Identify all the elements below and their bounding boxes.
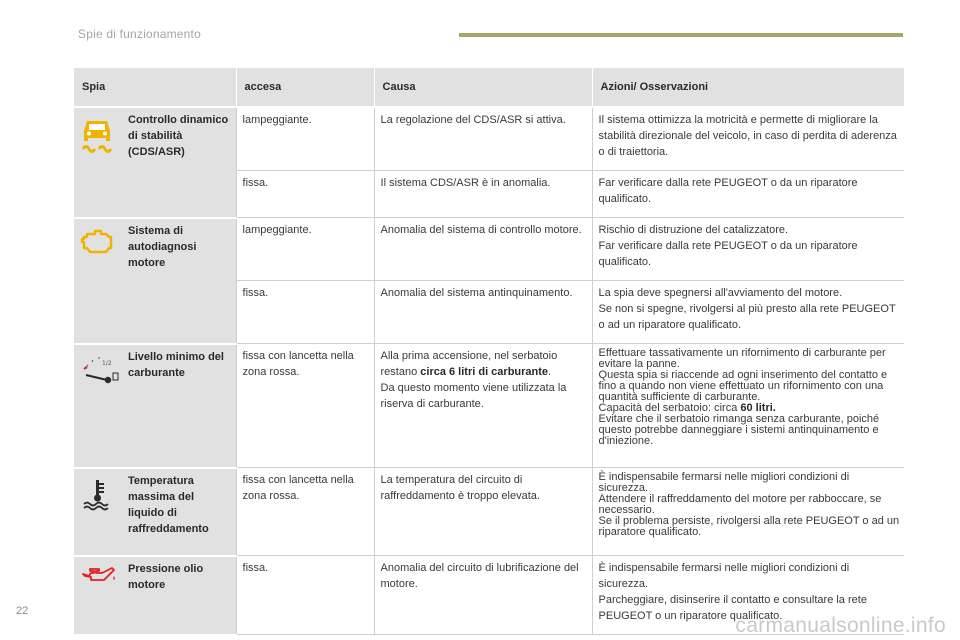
- azioni-line: La spia deve spegnersi all'avviamento del motore.: [598, 287, 843, 299]
- watermark: carmanualsonline.info: [735, 614, 946, 637]
- accesa-cell: fissa con lancetta nella zona rossa.: [236, 468, 374, 556]
- causa-cell: La temperatura del circuito di raffreddamento è troppo elevata.: [374, 468, 592, 556]
- causa-line: [381, 348, 588, 380]
- causa-cell: La regolazione del CDS/ASR si attiva.: [374, 107, 592, 171]
- azioni-line: Rischio di distruzione del catalizzatore.: [598, 224, 789, 236]
- azioni-line: Attendere il raffreddamento del motore per rabboccare, se necessario.: [598, 493, 882, 516]
- lamp-name: Pressione olio motore: [122, 556, 236, 635]
- table-header-row: [74, 68, 904, 107]
- lamp-name: Temperatura massima del liquido di raffreddamento: [122, 468, 236, 556]
- azioni-line: Effettuare tassativamente un rifornimento di carburante per evitare la panne.: [598, 347, 886, 370]
- azioni-line: Far verificare dalla rete PEUGEOT o da un riparatore qualificato.: [598, 240, 858, 268]
- azioni-cell: [592, 281, 904, 344]
- azioni-line: Questa spia si riaccende ad ogni inserimento del contatto e fino a quando non viene effettuato un rifornimento con una quantità sufficiente di carburante.: [598, 369, 888, 403]
- header-rule: [459, 33, 903, 37]
- azioni-cell: [592, 171, 904, 218]
- lamp-icon-cell: [74, 344, 122, 468]
- azioni-line: Se il problema persiste, rivolgersi alla rete PEUGEOT o ad un riparatore qualificato.: [598, 515, 900, 538]
- accesa-cell: lampeggiante.: [236, 218, 374, 281]
- svg-text:1/2: 1/2: [102, 359, 112, 367]
- lamp-name: Sistema di autodiagnosi motore: [122, 218, 236, 344]
- lamp-name: Livello minimo del carburante: [122, 344, 236, 468]
- causa-text: Alla prima accensione, nel serbatoio restano: [380, 350, 558, 378]
- azioni-text: Capacità del serbatoio: circa: [598, 402, 741, 414]
- lamp-icon-cell: [74, 556, 122, 635]
- column-header-causa: Causa: [374, 68, 592, 107]
- causa-cell: [374, 344, 592, 468]
- table-row: [74, 107, 904, 171]
- lamp-icon-cell: [74, 107, 122, 218]
- azioni-line: Se non si spegne, rivolgersi al più presto alla rete PEUGEOT o ad un riparatore qualificato.: [598, 303, 896, 331]
- azioni-line: Evitare che il serbatoio rimanga senza carburante, poiché questo potrebbe danneggiare i sistemi antinquinamento e d'iniezione.: [598, 413, 880, 447]
- running-header: Spie di funzionamento: [78, 27, 201, 41]
- accesa-cell: lampeggiante.: [236, 107, 374, 171]
- lamp-name: Controllo dinamico di stabilità (CDS/ASR): [122, 107, 236, 218]
- causa-cell: Anomalia del sistema di controllo motore.: [374, 218, 592, 281]
- causa-cell: Anomalia del circuito di lubrificazione del motore.: [374, 556, 592, 635]
- accesa-cell: fissa con lancetta nella zona rossa.: [236, 344, 374, 468]
- column-header-spia: Spia: [74, 68, 236, 107]
- table-row: [74, 218, 904, 281]
- causa-line: Da questo momento viene utilizzata la riserva di carburante.: [380, 382, 567, 410]
- tank-capacity-value: 60 litri.: [740, 402, 776, 414]
- causa-text: .: [548, 366, 552, 378]
- accesa-cell: fissa.: [236, 556, 374, 635]
- lamp-icon-cell: [74, 468, 122, 556]
- azioni-line: È indispensabile fermarsi nelle migliori condizioni di sicurezza.: [598, 562, 850, 590]
- azioni-cell: [592, 107, 904, 171]
- column-header-accesa: accesa: [236, 68, 374, 107]
- page-number: 22: [16, 605, 29, 617]
- table-row: [74, 344, 904, 468]
- accesa-cell: fissa.: [236, 281, 374, 344]
- azioni-cell: [592, 344, 904, 468]
- causa-cell: Anomalia del sistema antinquinamento.: [374, 281, 592, 344]
- engine-icon: [80, 227, 122, 257]
- azioni-line: È indispensabile fermarsi nelle migliori condizioni di sicurezza.: [598, 471, 850, 494]
- azioni-line: Far verificare dalla rete PEUGEOT o da un riparatore qualificato.: [598, 177, 858, 205]
- azioni-line: Il sistema ottimizza la motricità e permette di migliorare la stabilità direzionale del veicolo, in caso di perdita di aderenza o di traiettoria.: [598, 114, 897, 158]
- causa-cell: Il sistema CDS/ASR è in anomalia.: [374, 171, 592, 218]
- coolant-temperature-icon: [80, 477, 122, 511]
- column-header-azioni: Azioni/ Osservazioni: [592, 68, 904, 107]
- azioni-cell: [592, 468, 904, 556]
- table-row: [74, 468, 904, 556]
- fuel-gauge-icon: [80, 353, 122, 393]
- oil-can-icon: [80, 565, 122, 589]
- skid-car-icon: [80, 116, 122, 156]
- fuel-remaining-value: circa 6 litri di carburante: [420, 366, 549, 378]
- azioni-line: Parcheggiare, disinserire il contatto e consultare la rete PEUGEOT o un riparatore qualificato.: [598, 594, 867, 622]
- warning-lamps-table: [74, 68, 905, 636]
- accesa-cell: fissa.: [236, 171, 374, 218]
- azioni-cell: [592, 218, 904, 281]
- lamp-icon-cell: [74, 218, 122, 344]
